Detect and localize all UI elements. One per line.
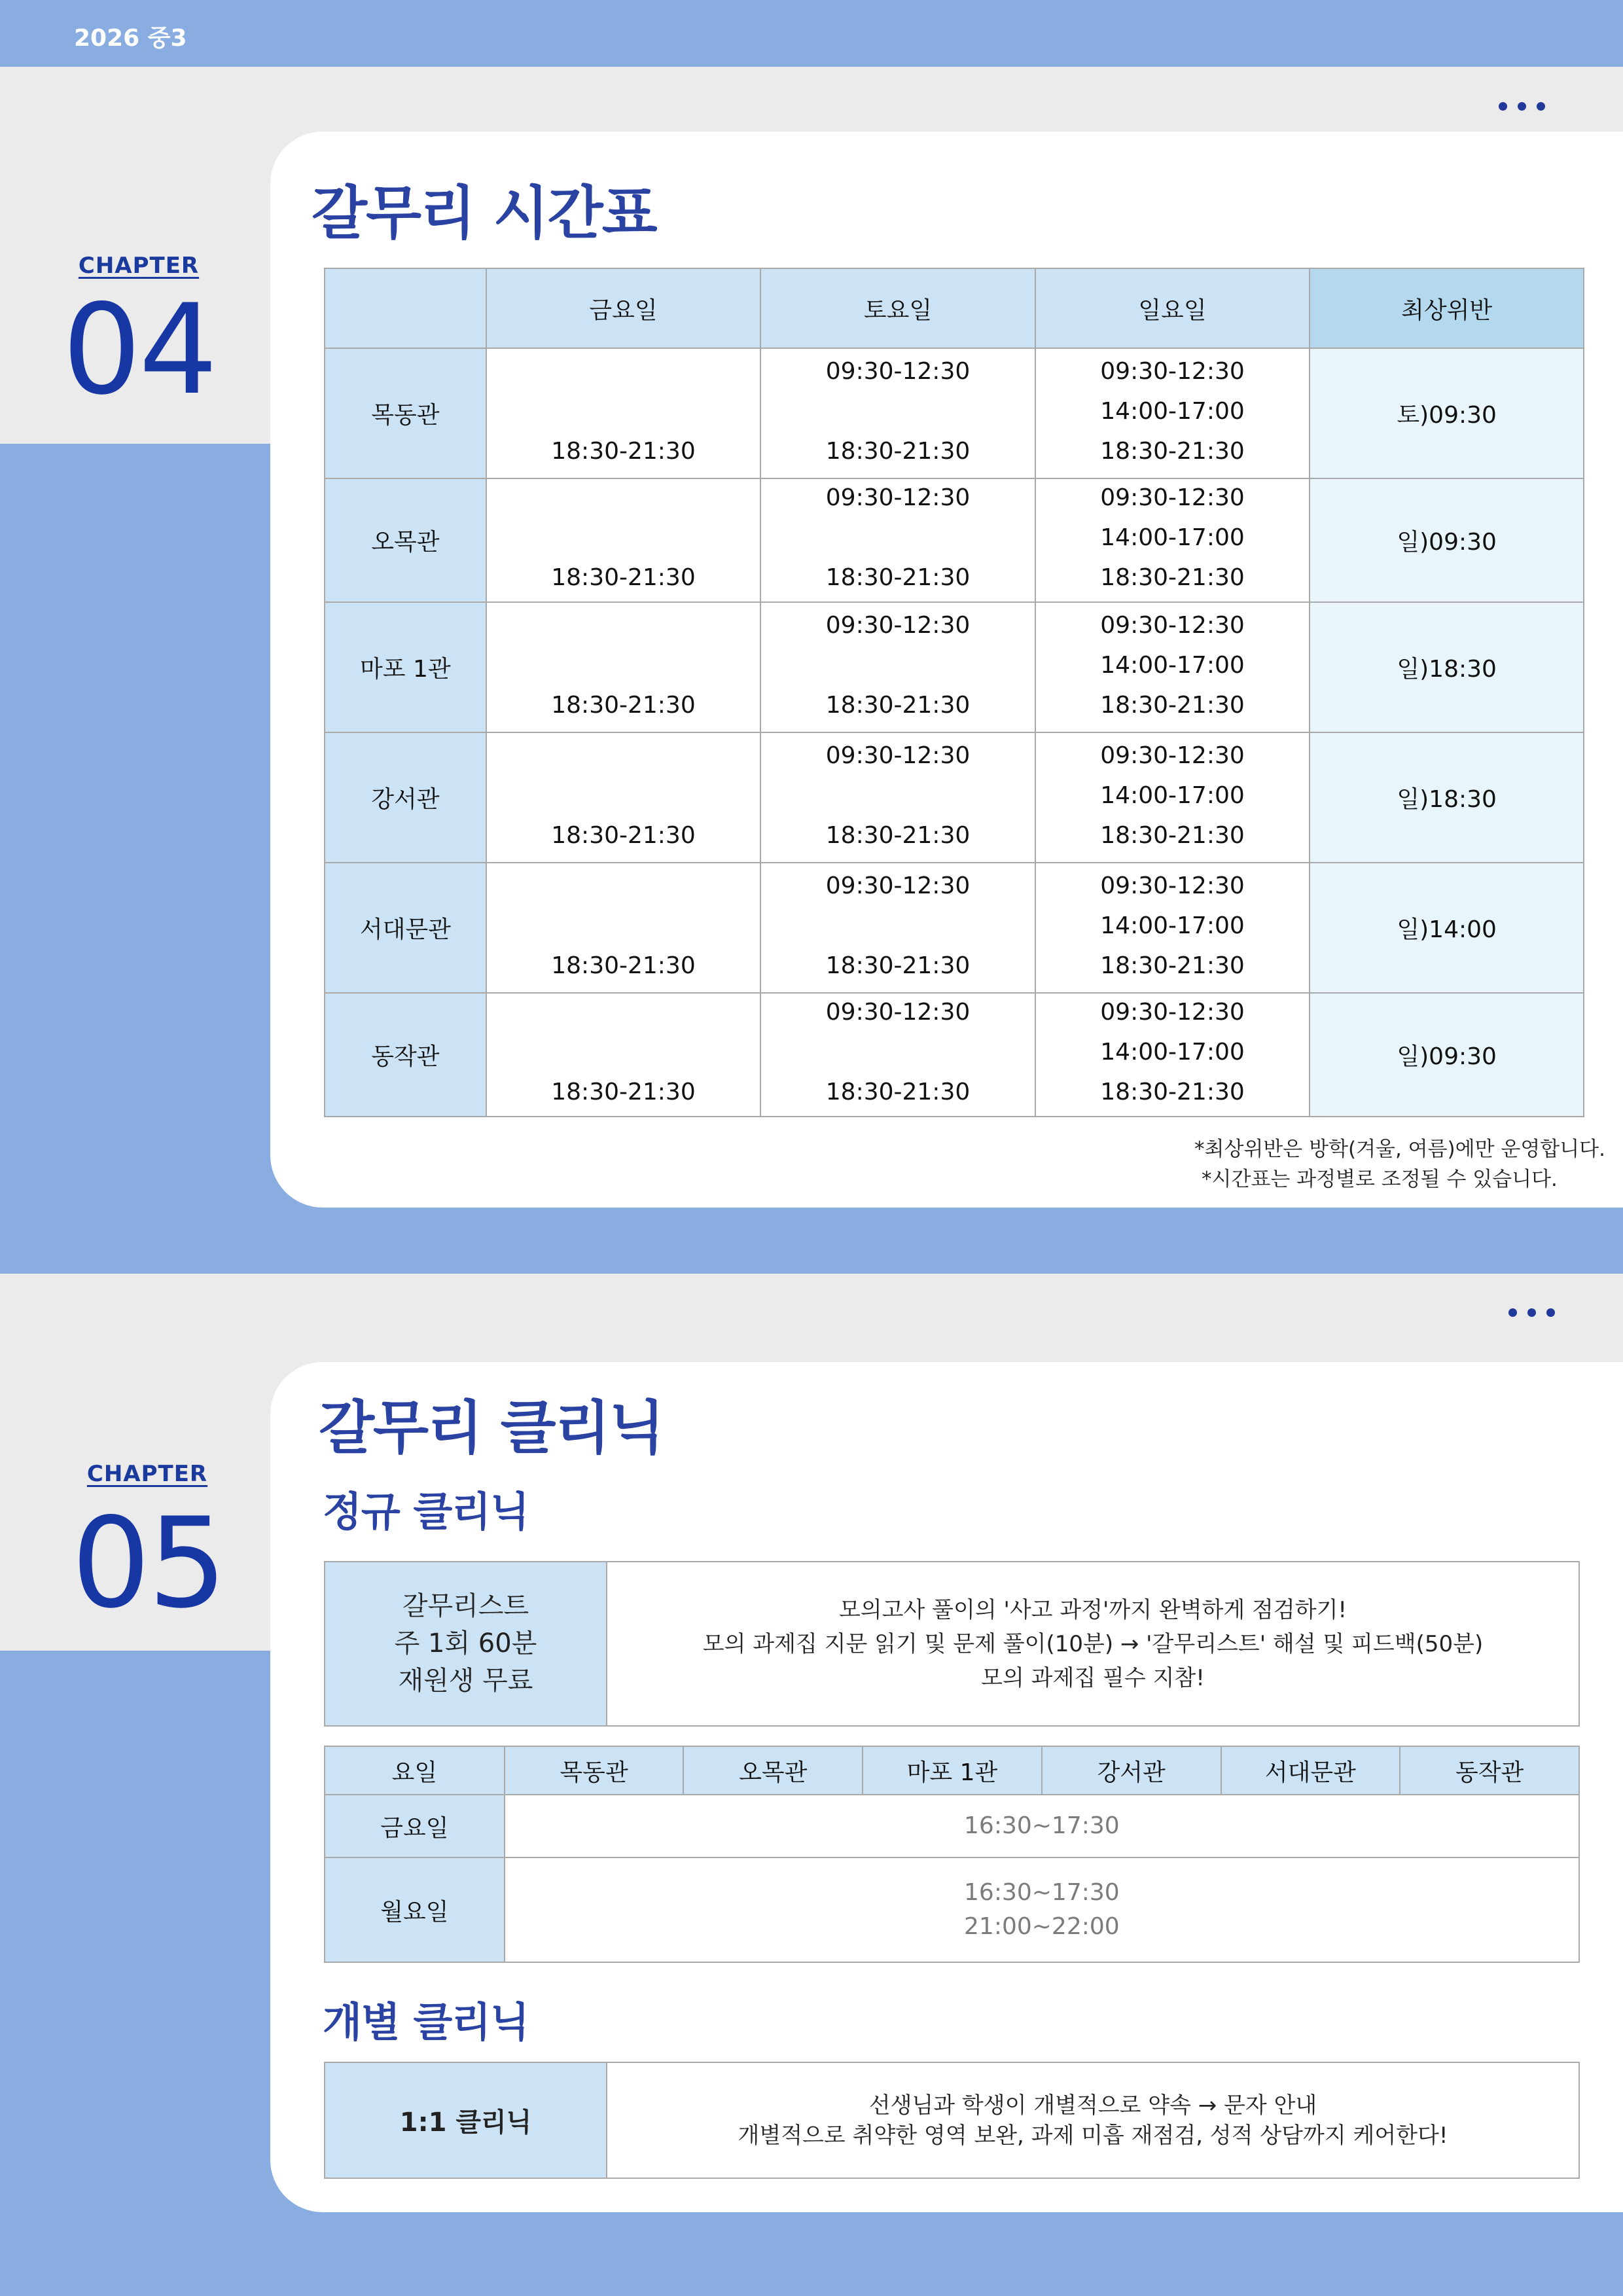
time-slot: 14:00-17:00 bbox=[1100, 1039, 1245, 1066]
time-slot: 09:30-12:30 bbox=[825, 872, 971, 899]
time-slot: 18:30-21:30 bbox=[551, 564, 696, 591]
saturday-cell bbox=[760, 732, 1035, 863]
time-slot: 14:00-17:00 bbox=[1100, 524, 1245, 551]
time-slot: 09:30-12:30 bbox=[1100, 612, 1245, 639]
table-header-row bbox=[325, 1746, 1579, 1795]
time-slot: 14:00-17:00 bbox=[1100, 652, 1245, 679]
summary-line: 주 1회 60분 bbox=[394, 1628, 537, 1659]
top-class-cell: 일)09:30 bbox=[1310, 478, 1584, 602]
time-slot: 18:30-21:30 bbox=[551, 822, 696, 849]
table-row bbox=[325, 348, 1584, 478]
time-slot: 09:30-12:30 bbox=[825, 999, 971, 1026]
header-bar bbox=[0, 0, 1623, 67]
day-cell: 금요일 bbox=[325, 1795, 505, 1857]
table-row bbox=[325, 863, 1584, 993]
table-row bbox=[325, 1857, 1579, 1962]
campus-cell: 오목관 bbox=[325, 478, 486, 602]
time-slot: 18:30-21:30 bbox=[825, 1079, 971, 1105]
time-slot: 09:30-12:30 bbox=[825, 358, 971, 385]
friday-cell bbox=[486, 348, 761, 478]
sunday-cell bbox=[1035, 602, 1310, 732]
time-slot: 09:30-12:30 bbox=[825, 742, 971, 769]
time-slot: 16:30~17:30 bbox=[964, 1879, 1120, 1906]
time-slot: 18:30-21:30 bbox=[1100, 952, 1245, 979]
individual-clinic-title: 1:1 클리닉 bbox=[325, 2063, 606, 2178]
time-slot: 09:30-12:30 bbox=[825, 484, 971, 511]
time-slot: 09:30-12:30 bbox=[1100, 872, 1245, 899]
header-label: 2026 중3 bbox=[74, 25, 187, 52]
sunday-cell bbox=[1035, 732, 1310, 863]
time-slot: 18:30-21:30 bbox=[551, 692, 696, 719]
chapter-label: CHAPTER bbox=[86, 1461, 208, 1487]
time-slot: 09:30-12:30 bbox=[825, 612, 971, 639]
description-line: 개별적으로 취약한 영역 보완, 과제 미흡 재점검, 성적 상담까지 케어한다! bbox=[738, 2122, 1448, 2149]
section-heading: 개별 클리닉 bbox=[323, 1998, 529, 2046]
time-slot: 14:00-17:00 bbox=[1100, 912, 1245, 939]
campus-cell: 동작관 bbox=[325, 993, 486, 1117]
table-row bbox=[325, 993, 1584, 1117]
time-slot: 18:30-21:30 bbox=[825, 952, 971, 979]
saturday-cell bbox=[760, 993, 1035, 1117]
time-slot: 18:30-21:30 bbox=[825, 692, 971, 719]
table-row bbox=[325, 732, 1584, 863]
top-class-cell: 일)18:30 bbox=[1310, 732, 1584, 863]
regular-clinic-summary bbox=[325, 1562, 606, 1725]
campus-cell: 마포 1관 bbox=[325, 602, 486, 732]
time-cell bbox=[505, 1795, 1579, 1857]
column-header: 강서관 bbox=[1042, 1746, 1221, 1795]
individual-clinic-box bbox=[324, 2062, 1580, 2179]
time-slot: 18:30-21:30 bbox=[1100, 438, 1245, 465]
summary-line: 갈무리스트 bbox=[402, 1591, 529, 1621]
time-slot: 18:30-21:30 bbox=[1100, 564, 1245, 591]
time-cell bbox=[505, 1857, 1579, 1962]
regular-clinic-description bbox=[606, 1562, 1578, 1725]
column-header: 일요일 bbox=[1035, 268, 1310, 348]
time-slot: 18:30-21:30 bbox=[1100, 692, 1245, 719]
column-header: 오목관 bbox=[683, 1746, 863, 1795]
day-cell: 월요일 bbox=[325, 1857, 505, 1962]
campus-cell: 목동관 bbox=[325, 348, 486, 478]
time-slot: 09:30-12:30 bbox=[1100, 742, 1245, 769]
time-slot: 18:30-21:30 bbox=[551, 438, 696, 465]
top-class-cell: 일)09:30 bbox=[1310, 993, 1584, 1117]
sunday-cell bbox=[1035, 478, 1310, 602]
chapter-label: CHAPTER bbox=[78, 253, 200, 279]
description-line: 모의고사 풀이의 '사고 과정'까지 완벽하게 점검하기! bbox=[838, 1596, 1347, 1623]
saturday-cell bbox=[760, 478, 1035, 602]
time-slot: 18:30-21:30 bbox=[825, 822, 971, 849]
column-header: 금요일 bbox=[486, 268, 761, 348]
table-header-row bbox=[325, 268, 1584, 348]
saturday-cell bbox=[760, 863, 1035, 993]
sunday-cell bbox=[1035, 863, 1310, 993]
saturday-cell bbox=[760, 348, 1035, 478]
column-header: 요일 bbox=[325, 1746, 505, 1795]
column-header bbox=[325, 268, 486, 348]
table-row bbox=[325, 1795, 1579, 1857]
sunday-cell bbox=[1035, 348, 1310, 478]
top-class-cell: 토)09:30 bbox=[1310, 348, 1584, 478]
time-slot: 14:00-17:00 bbox=[1100, 782, 1245, 809]
regular-clinic-box bbox=[324, 1561, 1580, 1727]
column-header: 목동관 bbox=[505, 1746, 684, 1795]
friday-cell bbox=[486, 732, 761, 863]
time-slot: 09:30-12:30 bbox=[1100, 358, 1245, 385]
page-title: 갈무리 시간표 bbox=[312, 179, 656, 247]
description-line: 모의 과제집 필수 지참! bbox=[981, 1664, 1205, 1691]
column-header: 마포 1관 bbox=[863, 1746, 1042, 1795]
campus-cell: 서대문관 bbox=[325, 863, 486, 993]
column-header: 토요일 bbox=[760, 268, 1035, 348]
time-slot: 18:30-21:30 bbox=[1100, 822, 1245, 849]
friday-cell bbox=[486, 602, 761, 732]
table-row bbox=[325, 602, 1584, 732]
description-line: 선생님과 학생이 개별적으로 약속 → 문자 안내 bbox=[868, 2092, 1317, 2119]
chapter-number: 05 bbox=[71, 1491, 224, 1636]
time-slot: 18:30-21:30 bbox=[825, 564, 971, 591]
individual-clinic-description bbox=[606, 2063, 1578, 2178]
column-header: 동작관 bbox=[1400, 1746, 1579, 1795]
time-slot: 21:00~22:00 bbox=[964, 1913, 1120, 1940]
friday-cell bbox=[486, 993, 761, 1117]
table-row bbox=[325, 478, 1584, 602]
top-class-cell: 일)14:00 bbox=[1310, 863, 1584, 993]
time-slot: 18:30-21:30 bbox=[551, 1079, 696, 1105]
more-dots-icon bbox=[1508, 1308, 1555, 1317]
time-slot: 09:30-12:30 bbox=[1100, 999, 1245, 1026]
summary-line: 재원생 무료 bbox=[398, 1666, 533, 1696]
footnote: *최상위반은 방학(겨울, 여름)에만 운영합니다. bbox=[1194, 1138, 1605, 1161]
campus-cell: 강서관 bbox=[325, 732, 486, 863]
time-slot: 18:30-21:30 bbox=[551, 952, 696, 979]
clinic-schedule-table bbox=[324, 1746, 1580, 1963]
friday-cell bbox=[486, 863, 761, 993]
footnote: *시간표는 과정별로 조정될 수 있습니다. bbox=[1202, 1168, 1558, 1191]
saturday-cell bbox=[760, 602, 1035, 732]
column-header: 서대문관 bbox=[1221, 1746, 1400, 1795]
time-slot: 09:30-12:30 bbox=[1100, 484, 1245, 511]
timetable bbox=[324, 268, 1584, 1117]
description-line: 모의 과제집 지문 읽기 및 문제 풀이(10분) → '갈무리스트' 해설 및 피드백(50분) bbox=[702, 1630, 1484, 1657]
friday-cell bbox=[486, 478, 761, 602]
time-slot: 18:30-21:30 bbox=[825, 438, 971, 465]
more-dots-icon bbox=[1499, 102, 1545, 111]
top-class-cell: 일)18:30 bbox=[1310, 602, 1584, 732]
chapter-number: 04 bbox=[62, 278, 215, 422]
sunday-cell bbox=[1035, 993, 1310, 1117]
time-slot: 18:30-21:30 bbox=[1100, 1079, 1245, 1105]
section-heading: 정규 클리닉 bbox=[323, 1488, 529, 1535]
page-title: 갈무리 클리닉 bbox=[319, 1394, 664, 1462]
column-header: 최상위반 bbox=[1310, 268, 1584, 348]
time-slot: 14:00-17:00 bbox=[1100, 398, 1245, 425]
time-slot: 16:30~17:30 bbox=[964, 1812, 1120, 1839]
